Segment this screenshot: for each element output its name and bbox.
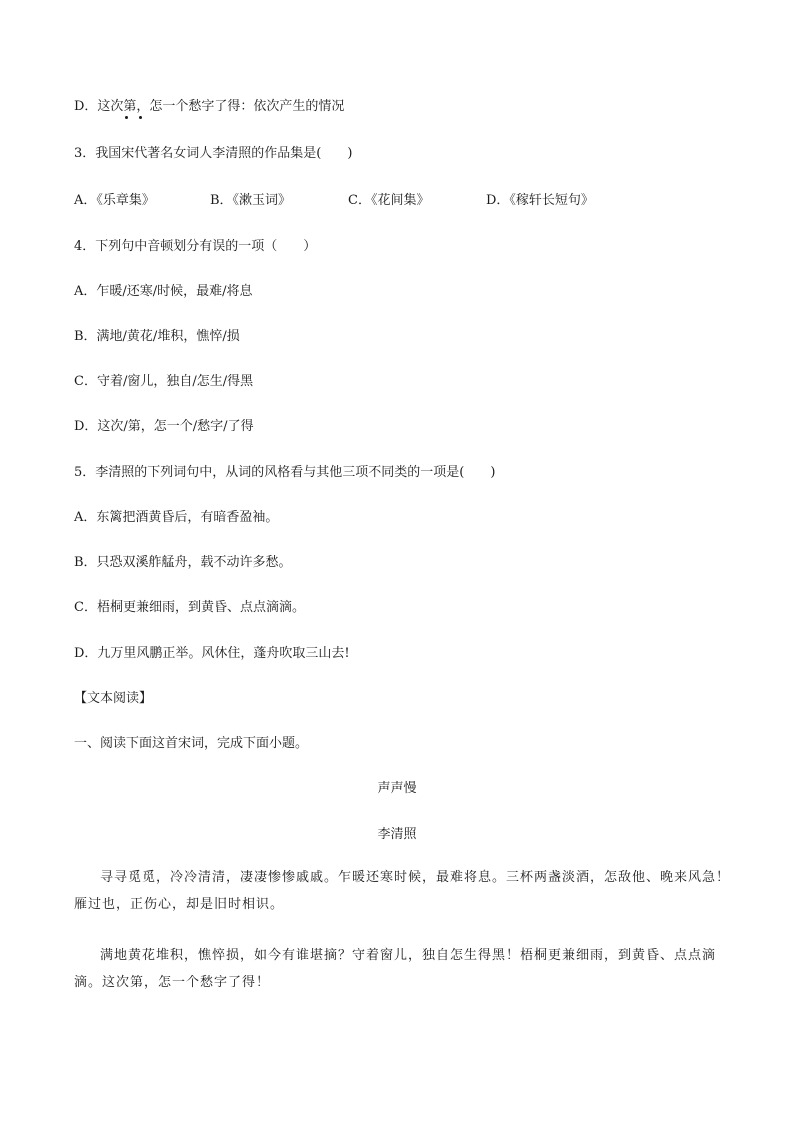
q3-option-d: D．《稼轩长短句》	[486, 193, 594, 208]
q5-option-d: D．九万里风鹏正举。风休住，蓬舟吹取三山去!	[74, 646, 350, 661]
q3-option-a: A．《乐章集》	[74, 193, 155, 208]
question-5: 5．李清照的下列词句中，从词的风格看与其他三项不同类的一项是( )	[74, 465, 496, 480]
option-line-d-prev: D．这次第，怎一个愁字了得：依次产生的情况	[74, 99, 345, 114]
q4-option-c: C．守着/窗儿，独自/怎生/得黑	[74, 374, 254, 389]
question-3: 3．我国宋代著名女词人李清照的作品集是( )	[74, 146, 353, 161]
reading-intro: 一、阅读下面这首宋词，完成下面小题。	[74, 736, 309, 751]
section-heading: 【文本阅读】	[74, 691, 153, 706]
poem-paragraph-1: 寻寻觅觅，冷冷清清，凄凄惨惨戚戚。乍暖还寒时候，最难将息。三杯两盏淡酒，怎敌他、晚来风急！雁过也，正伤心，却是旧时相识。	[74, 870, 731, 912]
q3-option-b: B．《漱玉词》	[210, 193, 292, 208]
q4-option-b: B．满地/黄花/堆积，憔悴/损	[74, 329, 240, 344]
poem-paragraph-2: 满地黄花堆积，憔悴损，如今有谁堪摘？守着窗儿，独自怎生得黑！梧桐更兼细雨，到黄昏、点点滴滴。这次第，怎一个愁字了得！	[74, 948, 717, 990]
question-4: 4．下列句中音顿划分有误的一项（ ）	[74, 239, 317, 254]
q4-option-d: D．这次/第，怎一个/愁字/了得	[74, 419, 254, 434]
poem-title: 声声慢	[377, 781, 417, 796]
emphasis-dot	[125, 116, 128, 119]
poem-author: 李清照	[377, 827, 417, 842]
emphasis-dot	[139, 116, 142, 119]
q5-option-b: B．只恐双溪舴艋舟，载不动许多愁。	[74, 555, 292, 570]
q5-option-a: A．东篱把酒黄昏后，有暗香盈袖。	[74, 510, 279, 525]
q4-option-a: A．乍暖/还寒/时候，最难/将息	[74, 284, 253, 299]
q5-option-c: C．梧桐更兼细雨，到黄昏、点点滴滴。	[74, 600, 305, 615]
q3-option-c: C．《花间集》	[348, 193, 430, 208]
